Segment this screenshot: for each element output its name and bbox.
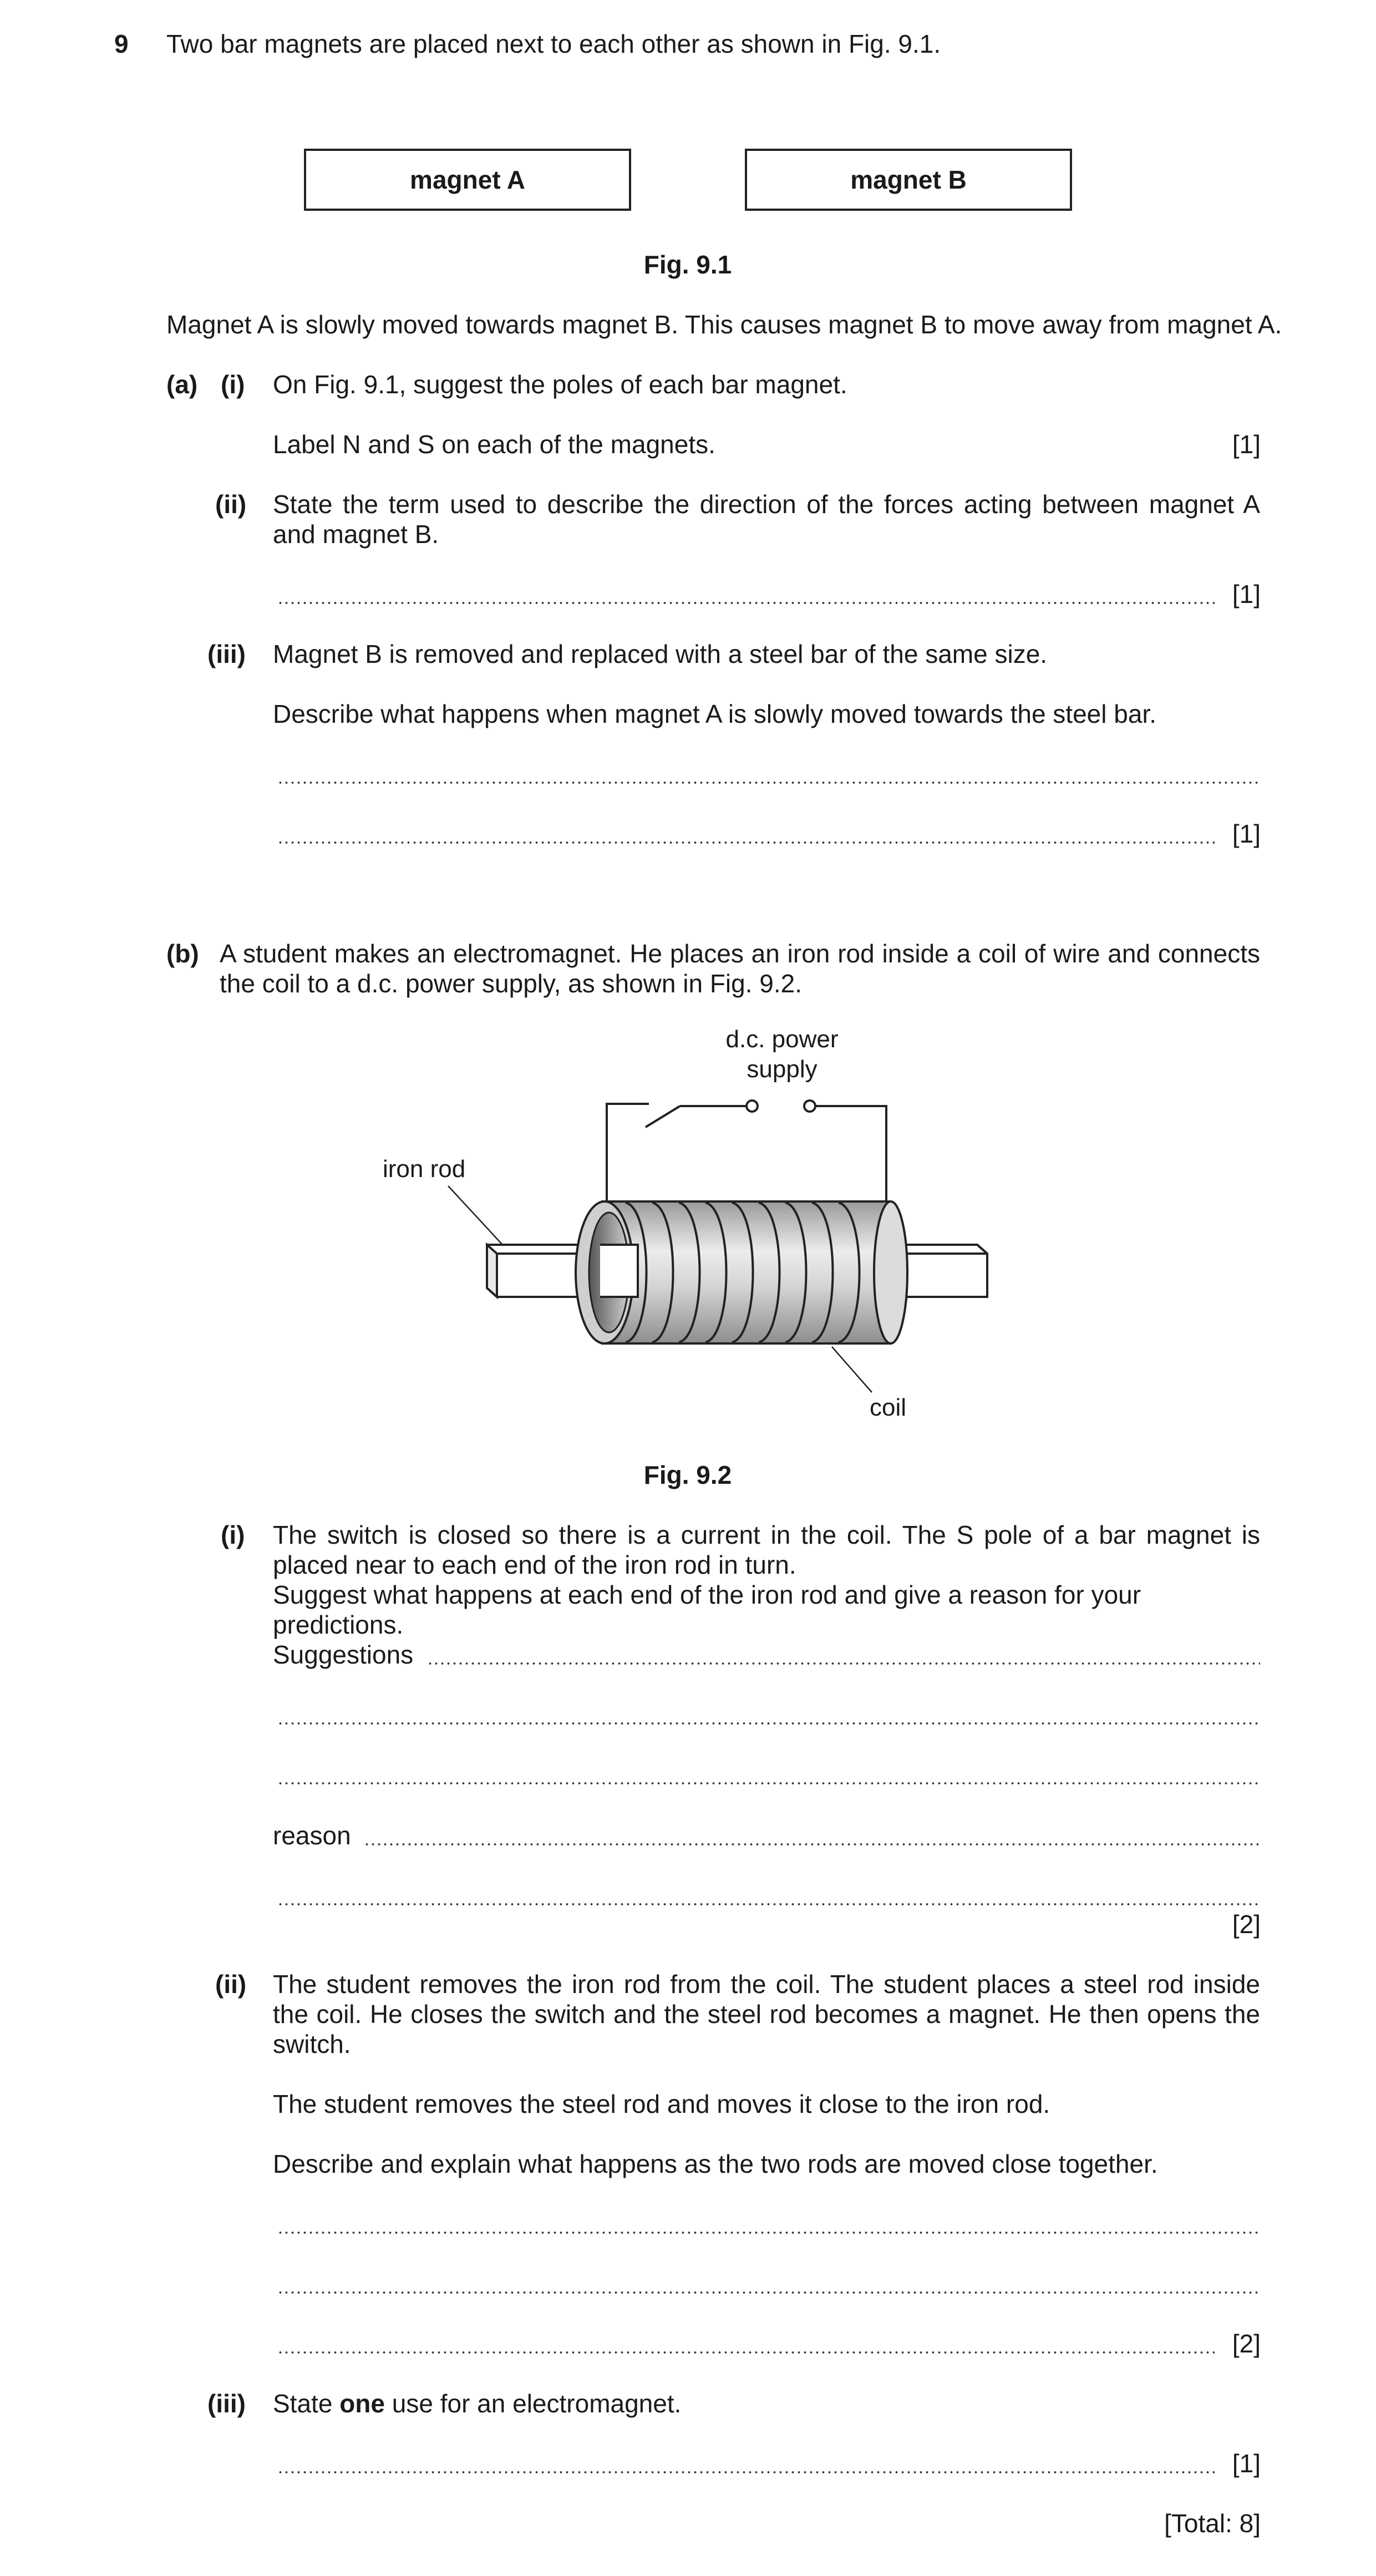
part-a-iii-instruction: Describe what happens when magnet A is slowly moved towards the steel bar. <box>273 699 1156 728</box>
part-b-ii-text1: The student removes the iron rod from the coil. The student places a steel rod inside the coil. He closes the switch and the steel rod becomes a magnet. He then opens the switch. <box>273 1970 1260 2058</box>
coil-label: coil <box>870 1394 907 1421</box>
answer-line-reason-1[interactable] <box>364 1843 1260 1846</box>
part-b-iii-text-before: State <box>273 2389 333 2418</box>
iron-rod-pointer <box>448 1186 502 1245</box>
part-a-iii-text: Magnet B is removed and replaced with a steel bar of the same size. <box>273 640 1048 668</box>
switch-lever[interactable] <box>646 1106 680 1127</box>
part-b-ii-text3: Describe and explain what happens as the two rods are moved close together. <box>273 2149 1158 2178</box>
suggestions-label: Suggestions <box>273 1640 414 1669</box>
part-b-iii-label: (iii) <box>207 2389 246 2418</box>
part-a-ii-marks: [1] <box>1232 580 1261 608</box>
question-number: 9 <box>114 29 129 58</box>
iron-rod-label: iron rod <box>383 1155 466 1183</box>
part-a-i-text: On Fig. 9.1, suggest the poles of each bar magnet. <box>273 370 847 399</box>
question-stem: Magnet A is slowly moved towards magnet B. This causes magnet B to move away from magnet A. <box>166 310 1282 339</box>
part-b-ii-label: (ii) <box>215 1970 247 1999</box>
part-a-ii-label: (ii) <box>215 490 247 519</box>
magnet-b-label: magnet B <box>850 165 967 194</box>
answer-line-suggestions-1[interactable] <box>427 1662 1260 1665</box>
part-b-iii-marks: [1] <box>1232 2449 1261 2478</box>
power-supply-label-line1: d.c. power <box>725 1026 839 1053</box>
part-b-text: A student makes an electromagnet. He places an iron rod inside a coil of wire and connects the coil to a d.c. power supply, as shown in Fig. 9.2. <box>220 939 1260 998</box>
answer-line-b-iii[interactable] <box>277 2471 1215 2474</box>
question-intro: Two bar magnets are placed next to each other as shown in Fig. 9.1. <box>166 29 941 58</box>
coil <box>576 1201 907 1343</box>
circuit-wire-right <box>815 1106 886 1204</box>
magnet-a-label: magnet A <box>410 165 525 194</box>
part-b-label: (b) <box>166 939 199 968</box>
terminal-left <box>747 1101 758 1112</box>
terminal-right <box>804 1101 815 1112</box>
part-b-i-text1: The switch is closed so there is a current in the coil. The S pole of a bar magnet is placed near to each end of the iron rod in turn. <box>273 1520 1260 1579</box>
part-a-iii-label: (iii) <box>207 640 246 668</box>
answer-line-reason-2[interactable] <box>277 1903 1260 1906</box>
part-a-i-label: (i) <box>221 370 245 399</box>
part-a-label: (a) <box>166 370 198 399</box>
reason-label: reason <box>273 1821 351 1850</box>
part-b-i-marks: [2] <box>1232 1910 1261 1939</box>
answer-line-b-ii-1[interactable] <box>277 2231 1260 2234</box>
answer-line-b-ii-2[interactable] <box>277 2291 1260 2294</box>
part-b-ii-text2: The student removes the steel rod and moves it close to the iron rod. <box>273 2090 1050 2118</box>
part-b-iii-text-after: use for an electromagnet. <box>392 2389 682 2418</box>
part-b-i-text2: Suggest what happens at each end of the iron rod and give a reason for your predictions. <box>273 1580 1141 1639</box>
part-a-i-marks: [1] <box>1232 430 1261 459</box>
circuit-wire-left <box>607 1104 649 1204</box>
part-b-iii-text-bold: one <box>339 2389 385 2418</box>
coil-pointer <box>832 1347 872 1392</box>
part-b-i-label: (i) <box>221 1520 245 1549</box>
answer-line-b-ii-3[interactable] <box>277 2351 1215 2354</box>
total-marks: [Total: 8] <box>1164 2509 1261 2538</box>
answer-line-suggestions-2[interactable] <box>277 1722 1260 1725</box>
fig-9-1-caption: Fig. 9.1 <box>643 250 732 279</box>
fig-9-2-caption: Fig. 9.2 <box>643 1461 732 1489</box>
part-a-ii-text: State the term used to describe the direction of the forces acting between magnet A and magnet B. <box>273 490 1260 549</box>
part-b-iii-text <box>273 2389 1260 2418</box>
part-a-iii-marks: [1] <box>1232 819 1261 848</box>
part-b-ii-marks: [2] <box>1232 2329 1261 2358</box>
power-supply-label-line2: supply <box>747 1056 818 1083</box>
answer-line-suggestions-3[interactable] <box>277 1782 1260 1785</box>
part-a-i-instruction: Label N and S on each of the magnets. <box>273 430 715 459</box>
